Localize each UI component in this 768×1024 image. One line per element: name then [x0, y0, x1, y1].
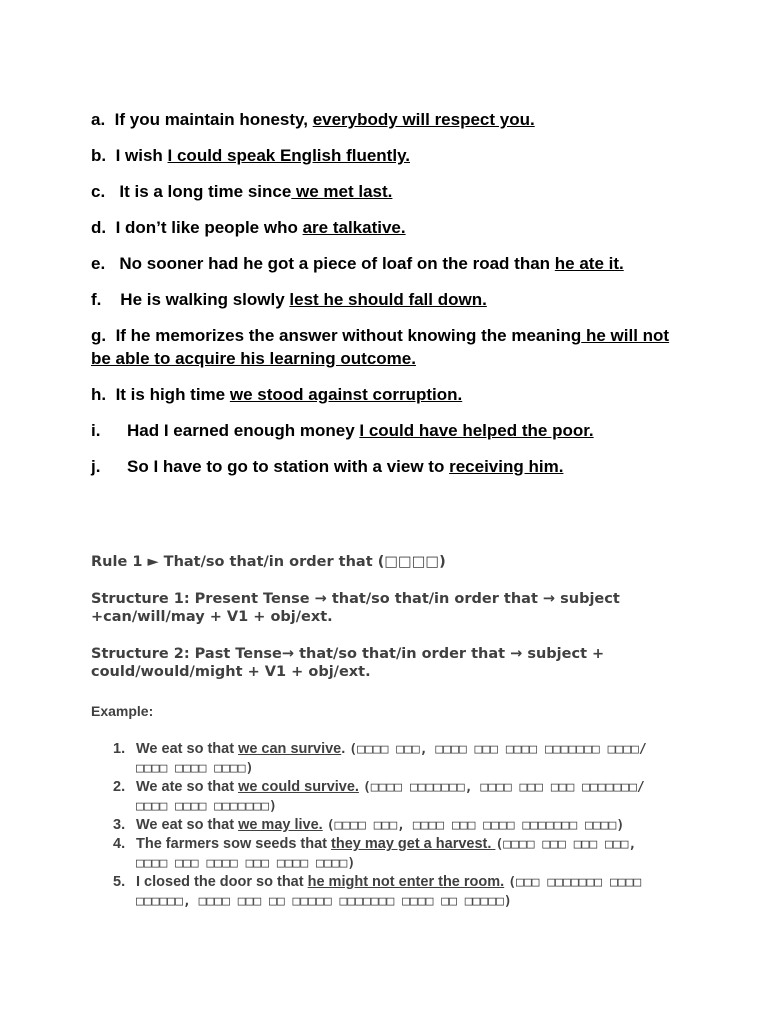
sentence-f: [91, 288, 681, 311]
example-item: [91, 873, 671, 911]
example-number: 4.: [113, 836, 126, 852]
example-text: We ate so that: [136, 779, 239, 795]
sentence-underlined: receiving him.: [449, 457, 564, 476]
sentence-letter: e.: [91, 254, 106, 273]
sentence-c: [91, 180, 681, 203]
sentence-letter: h.: [91, 385, 107, 404]
structure-1: Structure 1: Present Tense → that/so that/in order that → subject +can/will/may + V1 + obj/ext.: [91, 591, 620, 625]
sentence-underlined: we stood against corruption.: [229, 385, 463, 404]
sentence-j: [91, 455, 681, 478]
example-label: Example:: [91, 703, 154, 719]
sentence-letter: j.: [91, 457, 101, 476]
example-number: 5.: [113, 874, 126, 890]
sentence-text: He is walking slowly: [120, 290, 290, 309]
sentence-letter: f.: [91, 290, 102, 309]
rules-section: [91, 553, 661, 700]
sentence-text: No sooner had he got a piece of loaf on the road than: [119, 254, 555, 273]
example-text: I closed the door so that: [136, 874, 308, 890]
sentence-letter: b.: [91, 146, 107, 165]
example-underlined: we can survive: [238, 741, 342, 757]
sentence-text: So I have to go to station with a view to: [127, 457, 450, 476]
sentence-underlined: I could speak English fluently.: [167, 146, 410, 165]
example-list: [91, 740, 671, 911]
example-translation: (□□□□ □□□ □□□ □□□, □□□□ □□□ □□□□ □□□ □□□□ □□□□): [136, 837, 637, 871]
sentence-letter: a.: [91, 110, 106, 129]
sentence-letter: g.: [91, 326, 107, 345]
sentence-i: [91, 419, 681, 442]
example-item: [91, 778, 671, 816]
sentence-letter: i.: [91, 421, 101, 440]
example-item: [91, 740, 671, 778]
example-number: 3.: [113, 817, 126, 833]
example-underlined: we could survive.: [238, 779, 359, 795]
example-translation: (□□□□ □□□, □□□□ □□□ □□□□ □□□□□□□ □□□□/□□□□ □□□□ □□□□): [136, 742, 647, 776]
example-number: 2.: [113, 779, 126, 795]
sentence-underlined: he ate it.: [554, 254, 624, 273]
sentence-g: [91, 324, 681, 370]
sentence-underlined: I could have helped the poor.: [359, 421, 594, 440]
sentence-h: [91, 383, 681, 406]
sentence-a: [91, 108, 681, 131]
sentence-letter: d.: [91, 218, 107, 237]
sentence-underlined: are talkative.: [302, 218, 406, 237]
example-text: We eat so that: [136, 817, 239, 833]
example-translation: (□□□ □□□□□□□ □□□□ □□□□□□, □□□□ □□□ □□ □□□□□ □□□□□□□ □□□□ □□ □□□□□): [136, 875, 642, 909]
example-underlined: we may live.: [238, 817, 323, 833]
example-underlined: he might not enter the room.: [307, 874, 505, 890]
sentence-text: Had I earned enough money: [127, 421, 360, 440]
example-item: [91, 835, 671, 873]
sentence-text: It is a long time since: [119, 182, 292, 201]
example-text: We eat so that: [136, 741, 239, 757]
example-tail: .: [341, 741, 350, 757]
example-translation: (□□□□ □□□, □□□□ □□□ □□□□ □□□□□□□ □□□□): [326, 818, 625, 833]
example-text: The farmers sow seeds that: [136, 836, 332, 852]
sentence-underlined: we met last.: [291, 182, 393, 201]
example-item: [91, 816, 671, 835]
sentence-underlined: he will not be able to acquire his learning outcome.: [91, 326, 670, 368]
structure-2: Structure 2: Past Tense→ that/so that/in order that → subject + could/would/might + V1 + obj/ext.: [91, 646, 605, 680]
sentence-text: If you maintain honesty,: [114, 110, 313, 129]
example-underlined: they may get a harvest.: [331, 836, 496, 852]
rule-1-heading: Rule 1 ► That/so that/in order that (□□□□): [91, 554, 446, 570]
sentence-d: [91, 216, 681, 239]
sentence-text: If he memorizes the answer without knowing the meaning: [115, 326, 582, 345]
sentence-list: [91, 108, 681, 491]
sentence-underlined: everybody will respect you.: [312, 110, 535, 129]
sentence-text: It is high time: [115, 385, 230, 404]
sentence-e: [91, 252, 681, 275]
sentence-b: [91, 144, 681, 167]
sentence-letter: c.: [91, 182, 106, 201]
sentence-underlined: lest he should fall down.: [289, 290, 487, 309]
example-translation: (□□□□ □□□□□□□, □□□□ □□□ □□□ □□□□□□□/□□□□ □□□□ □□□□□□□): [136, 780, 645, 814]
sentence-text: I don’t like people who: [115, 218, 303, 237]
sentence-text: I wish: [115, 146, 168, 165]
example-number: 1.: [113, 741, 126, 757]
